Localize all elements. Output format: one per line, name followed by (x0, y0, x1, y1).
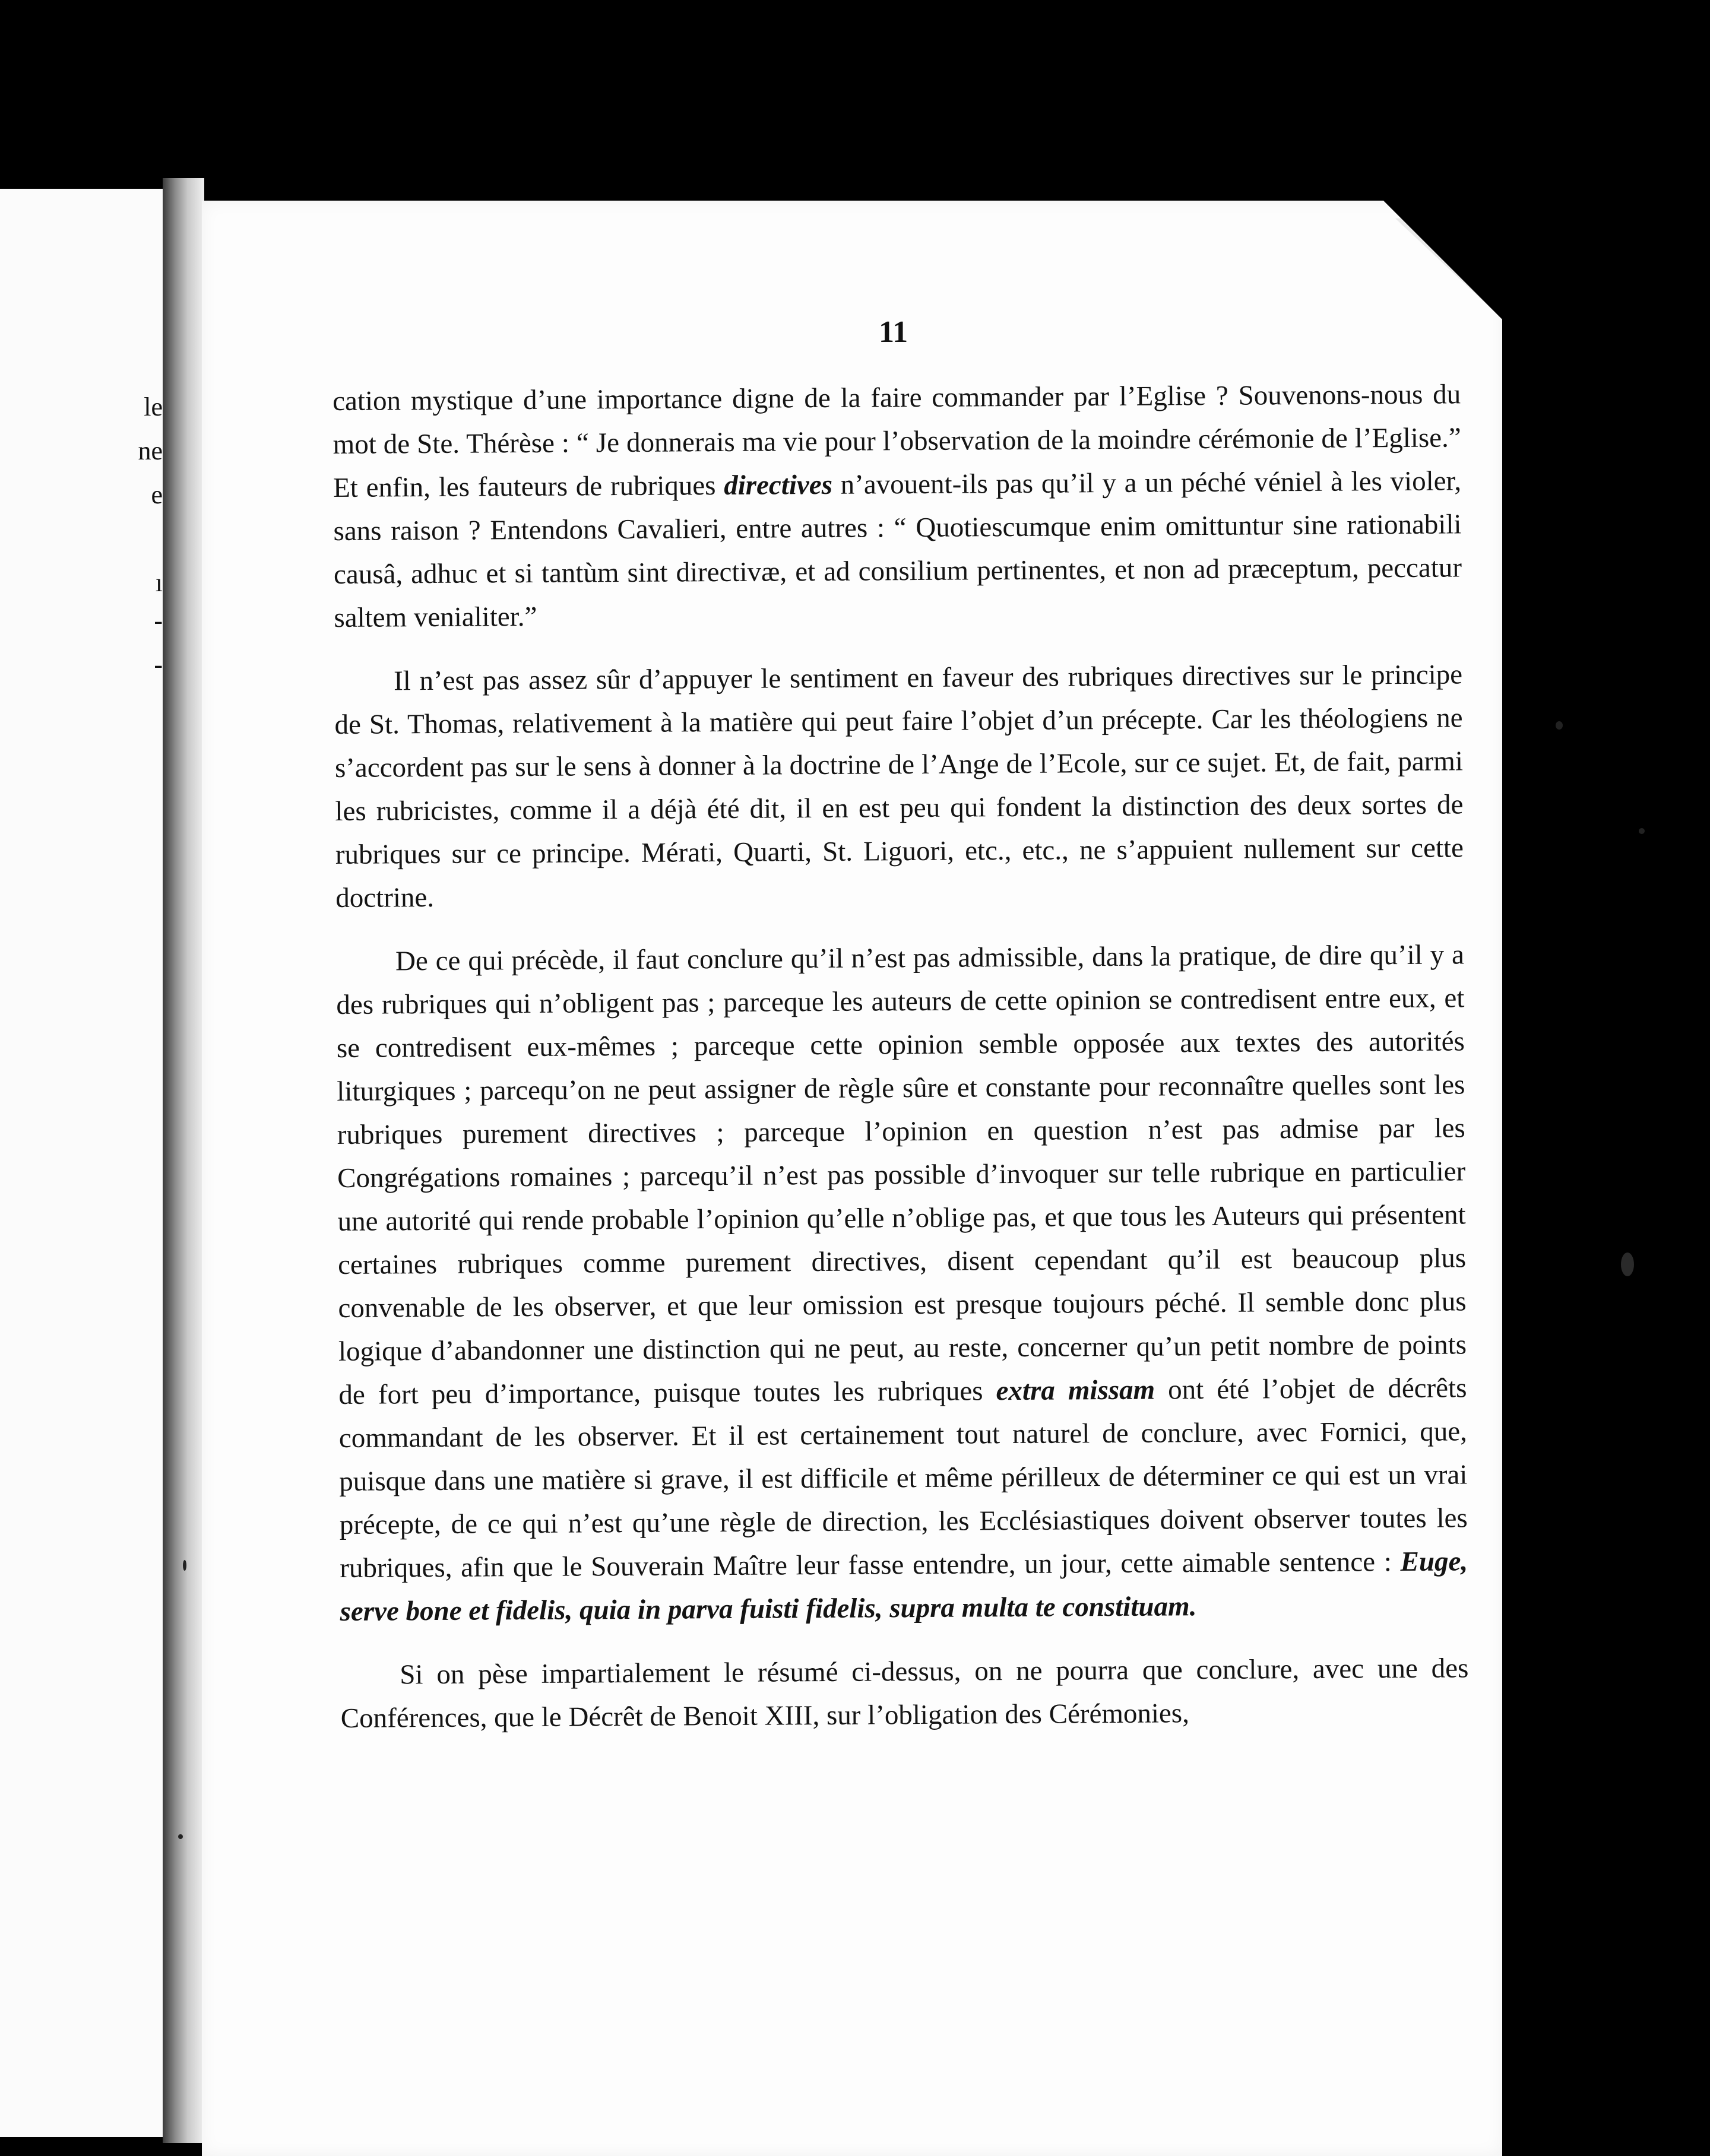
scan-speck (1556, 721, 1563, 730)
facing-page-fragment: le (144, 392, 163, 421)
text-run: De ce qui précède, il faut conclure qu’il n’est pas admissible, dans la pratique, de dire qu’il y a des rubriques qui n’obligent pas ; parceque les auteurs de cette opinion se contredisent entre eux, et se contredisent eux-mêmes ; parceque cette opinion semble opposée aux textes des autorités liturgiques ; parcequ’on ne peut assigner de règle sûre et constante pour reconnaître quelles sont les rubriques purement directives ; parceque l’opinion en question n’est pas admise par les Congrégations romaines ; parcequ’il n’est pas possible d’invoquer sur telle rubrique en particulier une autorité qui rende probable l’opinion qu’elle n’oblige pas, et que tous les Auteurs qui présentent certaines rubriques comme purement directives, disent cependant qu’il est beaucoup plus convenable de les observer, et que leur omission est presque toujours péché. Il semble donc plus logique d’abandonner une distinction qui ne peut, au reste, concerner qu’un petit nombre de points de fort peu d’importance, puisque toutes les rubriques (336, 939, 1467, 1410)
scan-speck (183, 1560, 186, 1571)
facing-page-fragment: - (154, 650, 163, 679)
page-number: 11 (879, 315, 908, 349)
folded-corner-shadow (1383, 201, 1502, 319)
facing-page-fragment: ne (138, 436, 163, 465)
scan-speck (178, 1834, 183, 1839)
book-gutter (163, 178, 204, 2143)
scan-speck (1621, 1253, 1634, 1276)
paragraph (340, 1647, 1469, 1740)
facing-page-fragment: e (151, 480, 163, 509)
scan-speck (1639, 828, 1645, 834)
paragraph (332, 373, 1462, 640)
italic-text-run: extra missam (996, 1374, 1155, 1407)
text-run: Il n’est pas assez sûr d’appuyer le sentiment en faveur des rubriques directives sur le principe de St. Thomas, relativement à la matière qui peut faire l’objet d’un précepte. Car les théologiens ne s’accordent pas sur le sens à donner à la doctrine de l’Ange de l’Ecole, sur ce sujet. Et, de fait, parmi les rubricistes, comme il a déjà été dit, il en est peu qui fondent la distinction des deux sortes de rubriques sur ce principe. Mérati, Quarti, St. Liguori, etc., etc., ne s’appuient nullement sur cette doctrine. (334, 659, 1464, 914)
italic-text-run: directives (724, 469, 833, 501)
paragraph (334, 653, 1464, 920)
facing-page-fragment: - (154, 606, 163, 635)
text-run: ont été l’objet de décrêts commandant de les observer. Et il est certainement tout naturel de conclure, avec Fornici, que, puisque dans une matière si grave, il est difficile et même périlleux de déterminer ce qui est un vrai précepte, de ce qui n’est qu’une règle de direction, les Ecclésiastiques doivent observer toutes les rubriques, afin que le Souverain Maître leur fasse entendre, un jour, cette aimable sentence : (338, 1372, 1468, 1584)
body-text (332, 373, 1469, 1761)
italic-text-run: Euge, serve bone et fidelis, quia in parva fuisti fidelis, supra multa te constituam. (340, 1546, 1468, 1627)
facing-page-fragment: ı (155, 568, 163, 597)
facing-page-edge (0, 189, 167, 2137)
paragraph (336, 933, 1468, 1634)
text-run: cation mystique d’une importance digne de la faire commander par l’Eglise ? Souvenons-nous du mot de Ste. Thérèse : “ Je donnerais ma vie pour l’observation de la moindre cérémonie de l’Eglise.” Et enfin, les fauteurs de rubriques (332, 379, 1461, 503)
text-run: Si on pèse impartialement le résumé ci-dessus, on ne pourra que conclure, avec une des Conférences, que le Décrêt de Benoit XIII, sur l’obligation des Cérémonies, (340, 1653, 1469, 1734)
text-run: n’avouent-ils pas qu’il y a un péché véniel à les violer, sans raison ? Entendons Cavalieri, entre autres : “ Quotiescumque enim omittuntur sine rationabili causâ, adhuc et si tantùm sint directivæ, et ad consilium pertinentes, et non ad præceptum, peccatur saltem venialiter.” (333, 465, 1462, 633)
